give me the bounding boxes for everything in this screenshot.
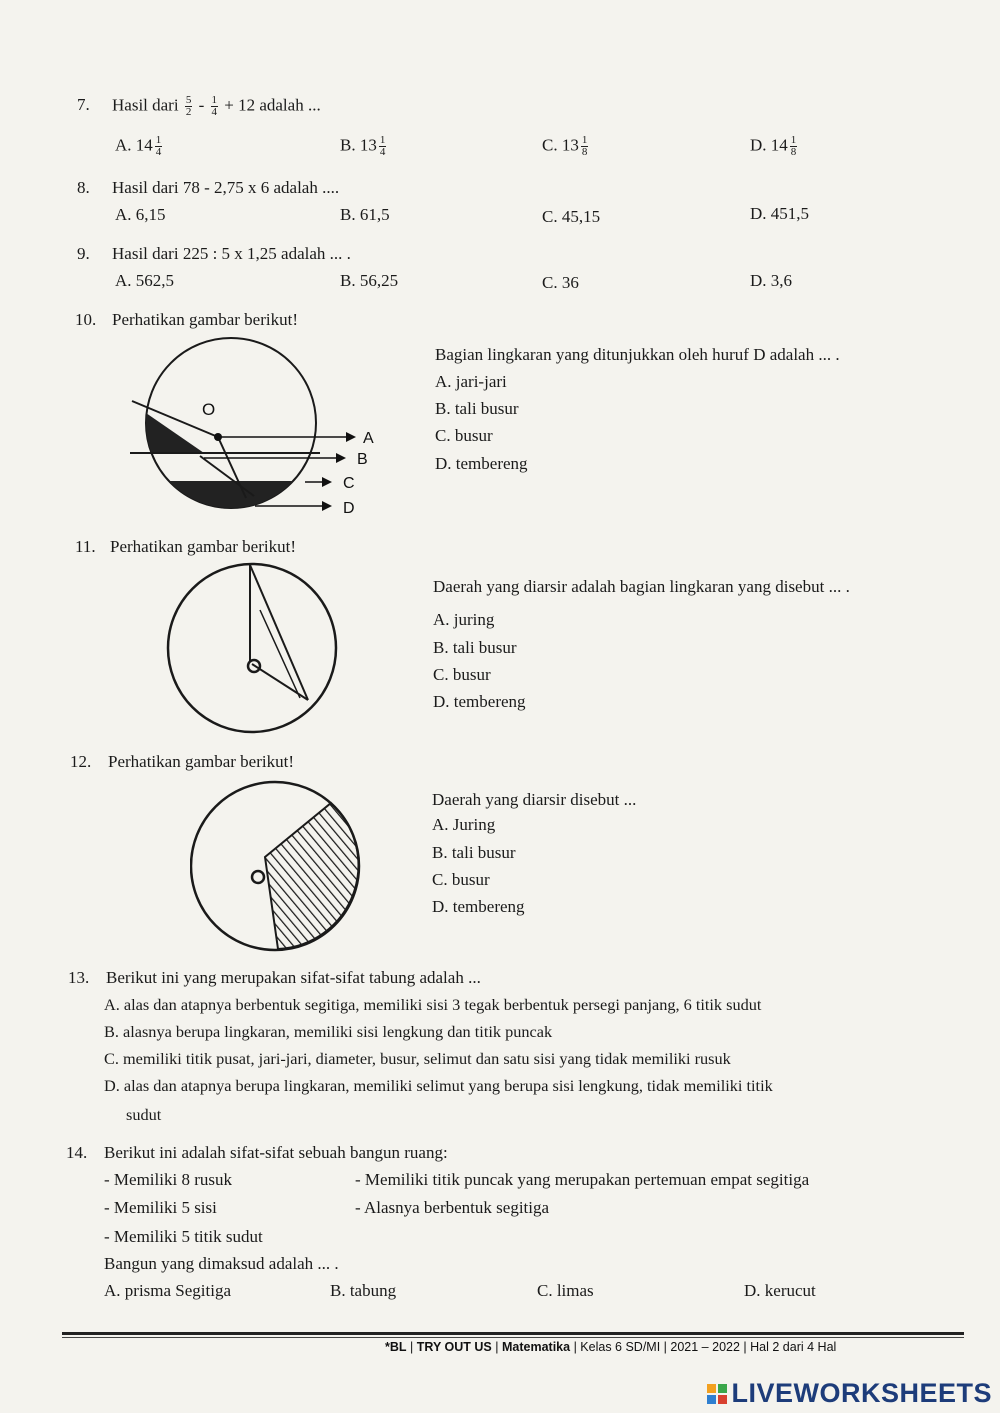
footer-rule-thin (62, 1337, 964, 1338)
property-item: - Memiliki 5 sisi (104, 1198, 217, 1217)
option-d[interactable]: D. 451,5 (750, 204, 810, 223)
footer-class: Kelas 6 SD/MI (580, 1340, 661, 1354)
option-d[interactable]: D. tembereng (435, 454, 528, 473)
denominator: 2 (185, 106, 192, 118)
question-prompt: Daerah yang diarsir adalah bagian lingkaran yang disebut ... . (433, 577, 850, 596)
option-c[interactable] (542, 135, 590, 158)
chord-line (250, 565, 308, 700)
liveworksheets-watermark (706, 1378, 992, 1409)
option-b[interactable]: B. tali busur (435, 399, 519, 418)
question-number: 9. (77, 244, 90, 263)
question-suffix: + 12 adalah ... (224, 95, 321, 115)
arrow-a-head (346, 432, 356, 442)
question-text (112, 95, 321, 118)
denominator: 4 (379, 146, 386, 158)
question-prompt: Bagian lingkaran yang ditunjukkan oleh huruf D adalah ... . (435, 345, 840, 364)
option-b[interactable]: B. tabung (330, 1281, 397, 1300)
option-label: A. (115, 135, 132, 155)
arrow-b-head (336, 453, 346, 463)
footer-separator: | (495, 1340, 499, 1354)
question-text: Perhatikan gambar berikut! (112, 310, 298, 329)
option-c[interactable]: C. limas (537, 1281, 594, 1300)
question-number: 11. (75, 537, 96, 556)
question-prefix: Hasil dari (112, 95, 179, 115)
option-d[interactable]: D. tembereng (433, 692, 526, 711)
question-text: Perhatikan gambar berikut! (110, 537, 296, 556)
option-label: C. (542, 135, 558, 155)
property-item: - Alasnya berbentuk segitiga (355, 1198, 550, 1217)
numerator: 1 (155, 134, 162, 146)
circle-outline (168, 564, 336, 732)
center-point (252, 871, 264, 883)
whole-number: 13 (561, 135, 579, 155)
option-b[interactable] (340, 135, 388, 158)
question-number: 14. (66, 1143, 88, 1162)
option-d[interactable]: D. tembereng (432, 897, 525, 916)
question-prompt: Bangun yang dimaksud adalah ... . (104, 1254, 339, 1273)
option-a[interactable]: A. alas dan atapnya berbentuk segitiga, memiliki sisi 3 tegak berbentuk persegi panjang, 6 titik sudut (104, 995, 762, 1014)
label-o: O (202, 400, 216, 419)
question-number: 8. (77, 178, 90, 197)
property-item: - Memiliki 8 rusuk (104, 1170, 232, 1189)
fraction (211, 95, 219, 118)
question-text: Hasil dari 225 : 5 x 1,25 adalah ... . (112, 244, 351, 263)
circle-figure-11 (160, 560, 350, 740)
footer-separator: | (743, 1340, 747, 1354)
page-footer (385, 1340, 965, 1354)
question-number: 7. (77, 95, 90, 114)
option-c[interactable]: C. busur (433, 665, 491, 684)
footer-year: 2021 – 2022 (670, 1340, 740, 1354)
option-c[interactable]: C. busur (435, 426, 493, 445)
fraction (379, 135, 387, 158)
label-c: C (343, 475, 355, 492)
numerator: 1 (790, 134, 797, 146)
question-text: Berikut ini yang merupakan sifat-sifat tabung adalah ... (106, 968, 481, 987)
whole-number: 14 (770, 135, 788, 155)
option-a[interactable]: A. 6,15 (115, 205, 166, 224)
fraction (185, 95, 193, 118)
denominator: 4 (155, 146, 162, 158)
option-b[interactable]: B. 56,25 (340, 271, 399, 290)
option-b[interactable]: B. 61,5 (340, 205, 390, 224)
arrow-c-head (322, 477, 332, 487)
denominator: 8 (581, 146, 588, 158)
option-a[interactable]: A. 562,5 (115, 271, 175, 290)
question-number: 13. (68, 968, 90, 987)
option-c[interactable]: C. memiliki titik pusat, jari-jari, diameter, busur, selimut dan satu sisi yang tidak memiliki rusuk (104, 1049, 731, 1068)
question-text: Hasil dari 78 - 2,75 x 6 adalah .... (112, 178, 340, 197)
liveworksheets-logo-icon (706, 1383, 728, 1405)
option-b[interactable]: B. tali busur (432, 843, 516, 862)
whole-number: 14 (135, 135, 153, 155)
whole-number: 13 (359, 135, 377, 155)
shaded-region (120, 395, 204, 453)
denominator: 8 (790, 146, 797, 158)
option-a[interactable] (115, 135, 164, 158)
label-a: A (363, 430, 374, 447)
footer-separator: | (410, 1340, 414, 1354)
watermark-text: LIVEWORKSHEETS (731, 1378, 992, 1408)
question-text: Perhatikan gambar berikut! (108, 752, 294, 771)
numerator: 1 (379, 134, 386, 146)
option-a[interactable]: A. Juring (432, 815, 496, 834)
option-b[interactable]: B. tali busur (433, 638, 517, 657)
question-number: 12. (70, 752, 92, 771)
shaded-region (265, 803, 358, 949)
property-item: - Memiliki 5 titik sudut (104, 1227, 263, 1246)
property-item: - Memiliki titik puncak yang merupakan pertemuan empat segitiga (355, 1170, 810, 1189)
question-prompt: Daerah yang diarsir disebut ... (432, 790, 637, 809)
option-a[interactable]: A. juring (433, 610, 495, 629)
segment-region (120, 481, 342, 521)
fraction (155, 135, 163, 158)
circle-figure-10 (120, 335, 390, 525)
label-b: B (357, 451, 368, 468)
numerator: 5 (185, 94, 192, 106)
option-c[interactable]: C. busur (432, 870, 490, 889)
option-a[interactable]: A. prisma Segitiga (104, 1281, 232, 1300)
footer-title: TRY OUT US (416, 1340, 492, 1354)
label-d: D (343, 500, 355, 517)
footer-prefix: *BL (385, 1340, 407, 1354)
fraction (790, 135, 798, 158)
arrow-d-head (322, 501, 332, 511)
circle-figure-12 (190, 780, 370, 958)
option-label: B. (340, 135, 356, 155)
option-a[interactable]: A. jari-jari (435, 372, 507, 391)
numerator: 1 (581, 134, 588, 146)
footer-page: Hal 2 dari 4 Hal (750, 1340, 837, 1354)
numerator: 1 (211, 94, 217, 106)
footer-separator: | (573, 1340, 577, 1354)
option-c[interactable]: C. 45,15 (542, 207, 601, 226)
chord-line (260, 610, 300, 698)
denominator: 4 (211, 106, 217, 118)
option-label: D. (750, 135, 767, 155)
option-d[interactable]: D. alas dan atapnya berupa lingkaran, memiliki selimut yang berupa sisi lengkung, tidak memiliki titik (104, 1076, 773, 1095)
footer-rule (62, 1332, 964, 1335)
operator: - (198, 95, 205, 115)
question-text: Berikut ini adalah sifat-sifat sebuah bangun ruang: (104, 1143, 448, 1162)
option-d-continuation: sudut (126, 1105, 162, 1124)
footer-separator: | (663, 1340, 667, 1354)
option-d[interactable]: D. 3,6 (750, 271, 793, 290)
fraction (581, 135, 589, 158)
option-b[interactable]: B. alasnya berupa lingkaran, memiliki sisi lengkung dan titik puncak (104, 1022, 553, 1041)
option-d[interactable]: D. kerucut (744, 1281, 816, 1300)
option-c[interactable]: C. 36 (542, 273, 579, 292)
question-number: 10. (75, 310, 97, 329)
footer-subject: Matematika (501, 1340, 571, 1354)
option-d[interactable] (750, 135, 799, 158)
